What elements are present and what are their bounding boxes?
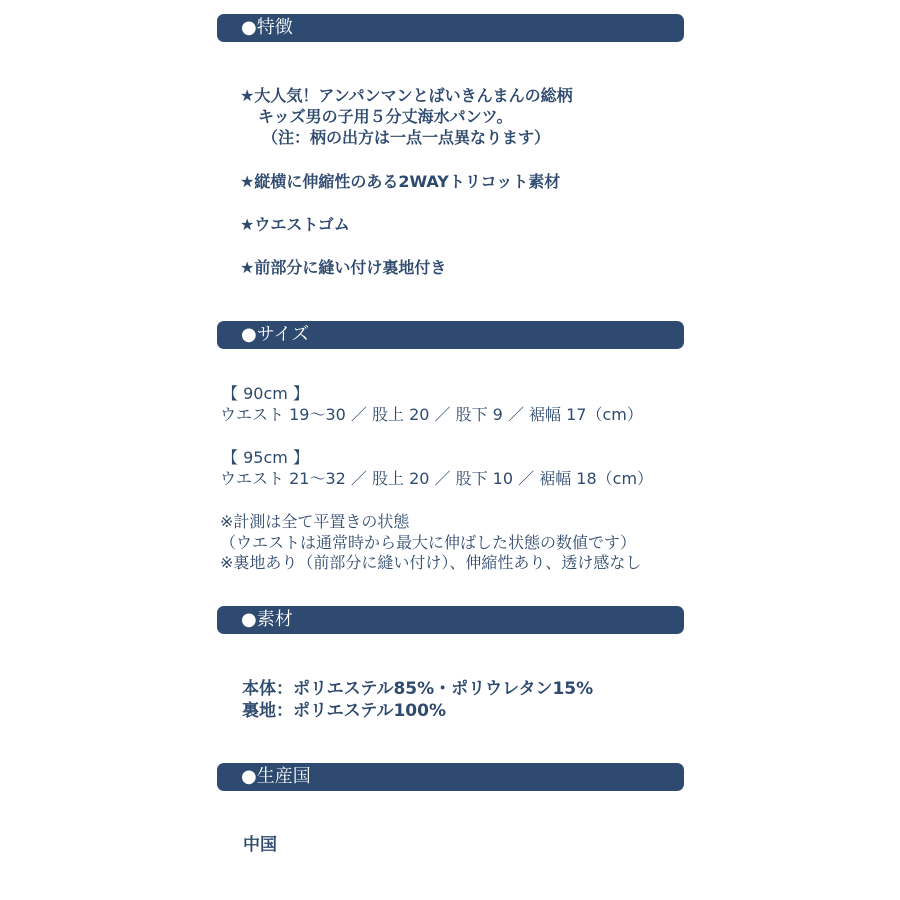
size-section-header: ●サイズ xyxy=(217,321,684,349)
feature-line: （注：柄の出方は一点一点異なります） xyxy=(262,128,551,147)
feature-line: ★大人気！アンパンマンとばいきんまんの総柄 xyxy=(240,86,573,105)
size-note: ※計測は全て平置きの状態 xyxy=(220,512,410,531)
size-note: （ウエストは通常時から最大に伸ばした状態の数値です） xyxy=(220,533,637,552)
material-line: 裏地：ポリエステル100% xyxy=(242,701,446,721)
material-section-header: ●素材 xyxy=(217,606,684,634)
size-note: ※裏地あり（前部分に縫い付け）、伸縮性あり、透け感なし xyxy=(220,553,642,572)
feature-line: ★前部分に縫い付け裏地付き xyxy=(240,258,447,277)
size-measurements-95: ウエスト 21～32 ／ 股上 20 ／ 股下 10 ／ 裾幅 18（cm） xyxy=(220,469,654,488)
material-line: 本体：ポリエステル85%・ポリウレタン15% xyxy=(242,679,594,699)
size-label-95: 【 95cm 】 xyxy=(222,448,309,467)
size-measurements-90: ウエスト 19～30 ／ 股上 20 ／ 股下 9 ／ 裾幅 17（cm） xyxy=(220,405,643,424)
feature-line: キッズ男の子用５分丈海水パンツ。 xyxy=(258,107,513,126)
origin-value: 中国 xyxy=(243,835,277,855)
feature-line: ★ウエストゴム xyxy=(240,215,350,234)
size-label-90: 【 90cm 】 xyxy=(222,384,309,403)
feature-line: ★縦横に伸縮性のある2WAYトリコット素材 xyxy=(240,172,561,191)
features-section-header: ●特徴 xyxy=(217,14,684,42)
origin-section-header: ●生産国 xyxy=(217,763,684,791)
